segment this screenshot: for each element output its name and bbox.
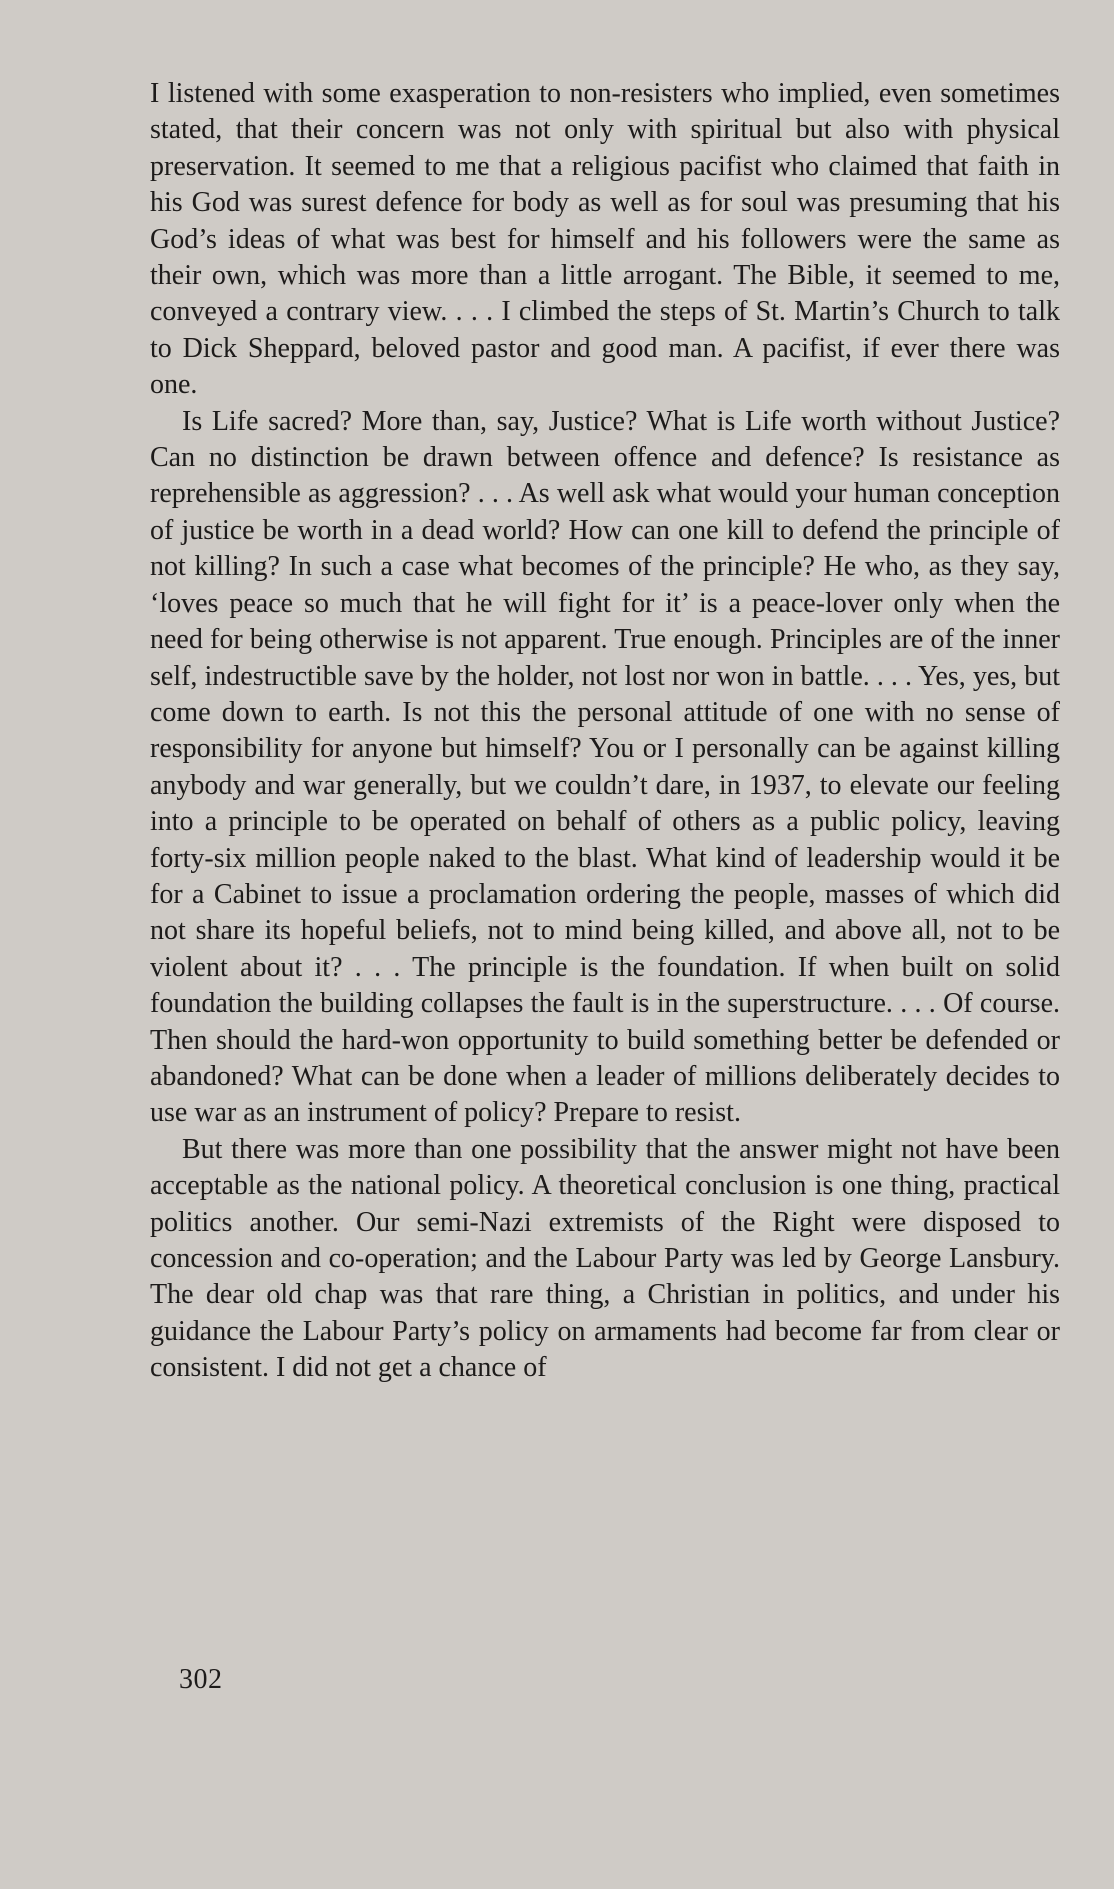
paragraph-national-policy: But there was more than one possibility that the answer might not have been acceptable as the national policy. A theoretical conclusion is one thing, practical politics another. Our semi-Nazi extremists of the Right were disposed to concession and co-operation; and the Labour Party was led by George Lansbury. The dear old chap was that rare thing, a Christian in politics, and under his guidance the Labour Party’s policy on armaments had become far from clear or consistent. I did not get a chance of xyxy=(150,1133,1060,1384)
page-number: 302 xyxy=(179,1664,223,1695)
paragraph-is-life-sacred: Is Life sacred? More than, say, Justice? What is Life worth without Justice? Can no distinction be drawn between offence and defence? Is resistance as reprehensible as aggression? . . . As well ask what would your human conception of justice be worth in a dead world? How can one kill to defend the principle of not killing? In such a case what becomes of the principle? He who, as they say, ‘loves peace so much that he will fight for it’ is a peace-lover only when the need for being otherwise is not apparent. True enough. Principles are of the inner self, indestructible save by the holder, not lost nor won in battle. . . . Yes, yes, but come down to earth. Is not this the personal attitude of one with no sense of responsibility for anyone but himself? You or I personally can be against killing anybody and war generally, but we couldn’t dare, in 1937, to elevate our feeling into a principle to be operated on behalf of others as a public policy, leaving forty-six million people naked to the blast. What kind of leadership would it be for a Cabinet to issue a proclamation ordering the people, masses of which did not share its hopeful beliefs, not to mind being killed, and above all, not to be violent about it? . . . The principle is the foundation. If when built on solid foundation the building collapses the fault is in the superstructure. . . . Of course. Then should the hard-won opportunity to build something better be defended or abandoned? What can be done when a leader of millions deliberately decides to use war as an instrument of policy? Prepare to resist. xyxy=(150,405,1060,1129)
paragraph-non-resisters: I listened with some exasperation to non-resisters who implied, even sometimes stated, that their concern was not only with spiritual but also with physical preservation. It seemed to me that a religious pacifist who claimed that faith in his God was surest defence for body as well as for soul was presuming that his God’s ideas of what was best for himself and his followers were the same as their own, which was more than a little arrogant. The Bible, it seemed to me, conveyed a contrary view. . . . I climbed the steps of St. Martin’s Church to talk to Dick Sheppard, beloved pastor and good man. A pacifist, if ever there was one. xyxy=(150,78,1060,401)
body-text xyxy=(150,76,1060,1387)
